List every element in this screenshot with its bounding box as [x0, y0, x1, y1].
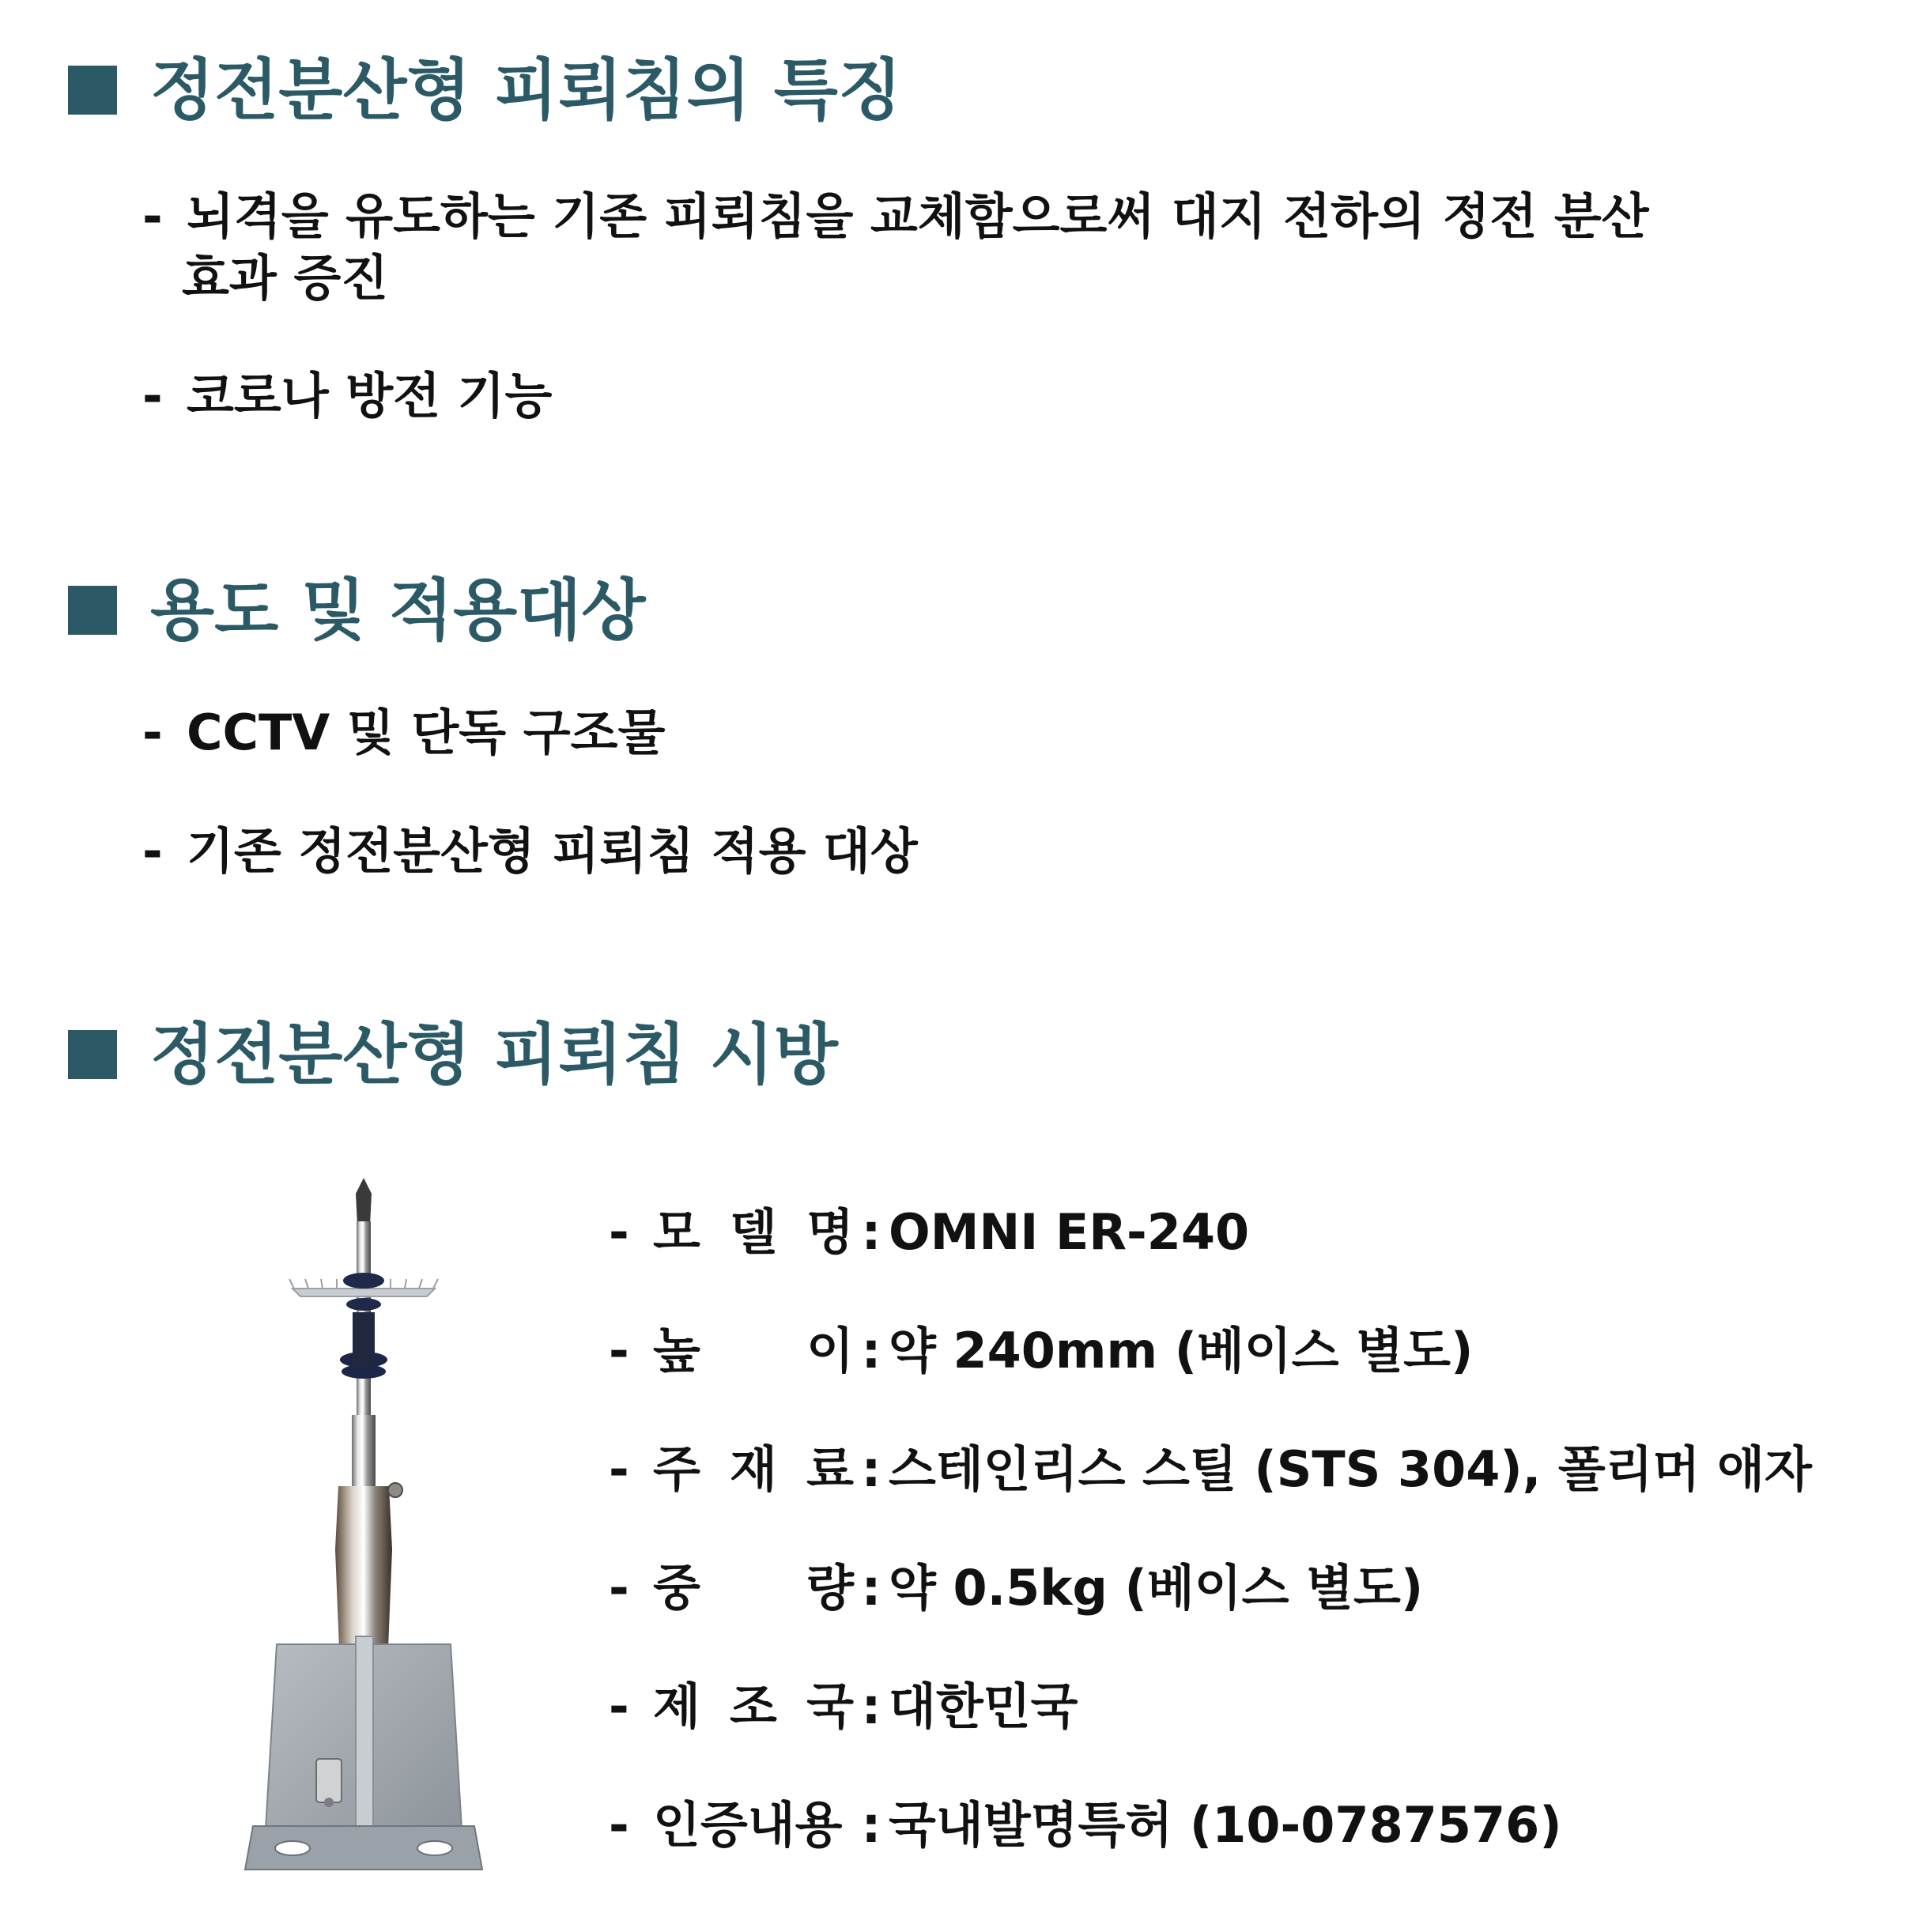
features-item-1 [142, 186, 1649, 309]
usage-item-1-text: CCTV 및 단독 구조물 [187, 704, 666, 761]
lightning-rod-product-image [237, 1178, 522, 1874]
spec-label-height: 높 이 [653, 1322, 854, 1379]
usage-item-2-text: 기존 정전분산형 피뢰침 적용 대상 [187, 822, 918, 880]
spec-label-country: 제 조 국 [653, 1677, 854, 1735]
spec-label-weight: 중 량 [653, 1559, 854, 1617]
features-item-2-text: 코로나 방전 기능 [187, 367, 553, 425]
spec-row-weight [609, 1557, 1423, 1619]
spec-row-certification [609, 1794, 1562, 1856]
spec-row-material [609, 1439, 1812, 1500]
features-item-1-line2: 효과 증진 [182, 249, 389, 307]
spec-title: 정전분산형 피뢰침 시방 [150, 1016, 838, 1093]
bullet-dash: - [609, 1440, 629, 1498]
spec-colon: : [861, 1559, 881, 1617]
spec-label-model: 모 델 명 [653, 1203, 854, 1261]
spec-value-weight: 약 0.5kg (베이스 별도) [889, 1559, 1424, 1617]
spec-heading [68, 1016, 838, 1093]
bullet-dash: - [142, 367, 163, 425]
usage-item-2 [142, 821, 918, 882]
spec-colon: : [861, 1677, 881, 1735]
features-item-1-line1: 뇌격을 유도하는 기존 피뢰침을 교체함으로써 대지 전하의 정전 분산 [187, 187, 1649, 245]
spec-value-height: 약 240mm (베이스 별도) [889, 1322, 1474, 1379]
spec-row-country [609, 1676, 1078, 1738]
spec-colon: : [861, 1440, 881, 1498]
bullet-dash: - [142, 704, 163, 761]
spec-label-material: 주 재 료 [653, 1440, 854, 1498]
bullet-dash: - [142, 822, 163, 880]
features-title: 정전분산형 피뢰침의 특징 [150, 51, 903, 129]
spec-row-height [609, 1320, 1473, 1382]
spec-value-material: 스테인리스 스틸 (STS 304), 폴리머 애자 [889, 1440, 1812, 1498]
features-item-2 [142, 365, 552, 427]
spec-value-model: OMNI ER-240 [889, 1203, 1250, 1261]
spec-row-model [609, 1202, 1249, 1263]
features-heading [68, 51, 903, 129]
spec-colon: : [861, 1203, 881, 1261]
bullet-dash: - [609, 1203, 629, 1261]
filled-square-icon [68, 66, 117, 115]
filled-square-icon [68, 1030, 117, 1079]
bullet-dash: - [609, 1559, 629, 1617]
spec-colon: : [861, 1796, 881, 1854]
usage-item-1 [142, 702, 665, 764]
usage-title: 용도 및 적용대상 [150, 572, 646, 649]
spec-label-certification: 인증내용 [653, 1796, 843, 1854]
bullet-dash: - [609, 1322, 629, 1379]
spec-value-country: 대한민국 [889, 1677, 1078, 1735]
spec-value-certification: 국내발명특허 (10-0787576) [889, 1796, 1562, 1854]
bullet-dash: - [609, 1677, 629, 1735]
spec-colon: : [861, 1322, 881, 1379]
filled-square-icon [68, 586, 117, 635]
usage-heading [68, 572, 646, 649]
bullet-dash: - [142, 187, 163, 245]
bullet-dash: - [609, 1796, 629, 1854]
